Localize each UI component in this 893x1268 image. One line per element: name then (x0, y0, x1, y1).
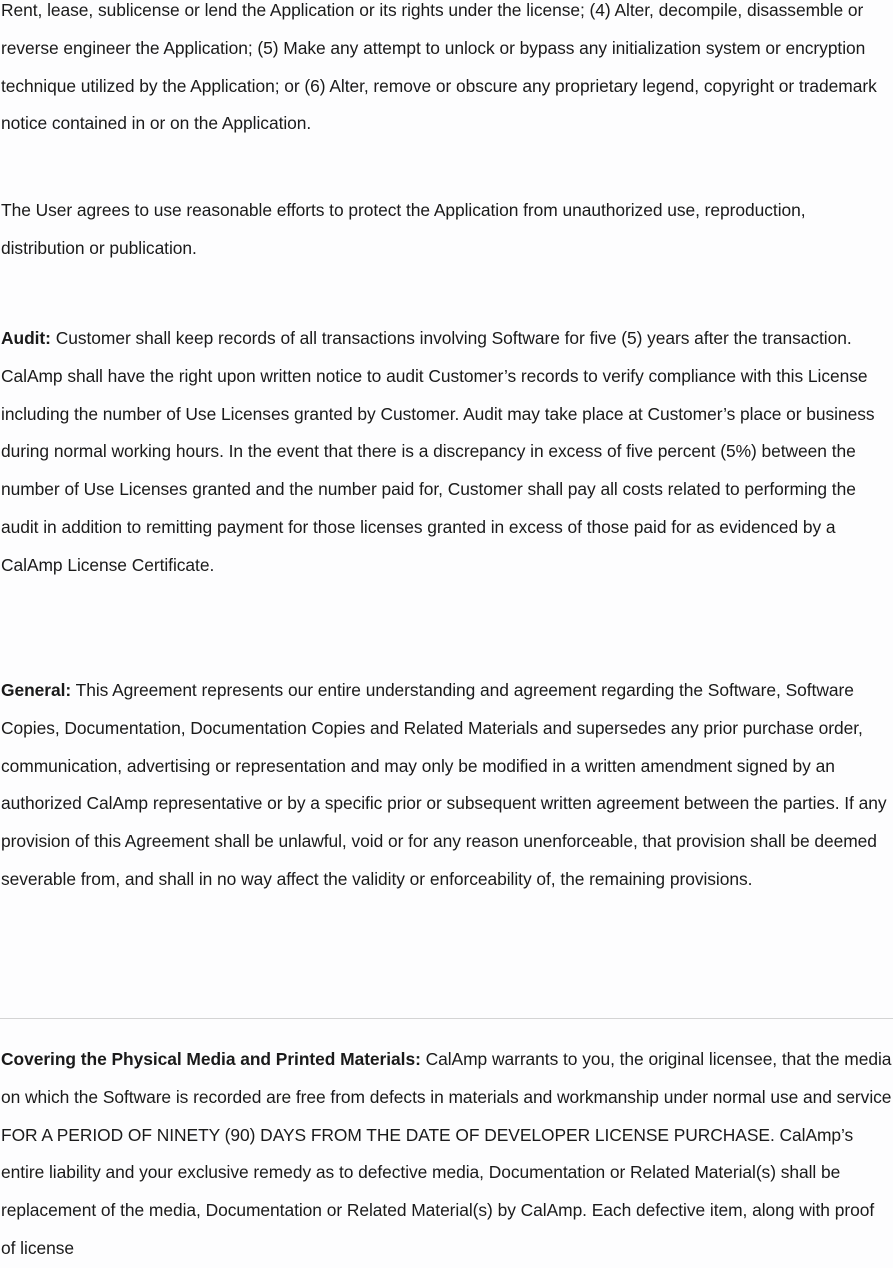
paragraph-text: Customer shall keep records of all transactions involving Software for five (5) years after the transaction. CalAmp shall have the right upon written notice to audit Customer’s records to verify compliance with this License including the number of Use Licenses granted by Customer. Audit may take place at Customer’s place or business during normal working hours. In the event that there is a discrepancy in excess of five percent (5%) between the number of Use Licenses granted and the number paid for, Customer shall pay all costs related to performing the audit in addition to remitting payment for those licenses granted in excess of those paid for as evidenced by a CalAmp License Certificate. (1, 328, 875, 575)
paragraph-heading: Covering the Physical Media and Printed Materials: (1, 1049, 421, 1069)
paragraph-protection (1, 192, 893, 268)
paragraph-audit (1, 320, 893, 585)
paragraph-heading: Audit: (1, 328, 51, 348)
section-divider (0, 1018, 893, 1019)
paragraph-warranty-media (1, 1041, 893, 1268)
paragraph-heading: General: (1, 680, 72, 700)
paragraph-general (1, 672, 893, 899)
paragraph-text: Rent, lease, sublicense or lend the Application or its rights under the license; (4) Alter, decompile, disassemble or reverse engineer the Application; (5) Make any attempt to unlock or bypass any initialization system or encryption technique utilized by the Application; or (6) Alter, remove or obscure any proprietary legend, copyright or trademark notice contained in or on the Application. (1, 0, 877, 134)
paragraph-text: The User agrees to use reasonable efforts to protect the Application from unauthorized use, reproduction, distribution or publication. (1, 200, 806, 258)
paragraph-text: CalAmp warrants to you, the original licensee, that the media on which the Software is recorded are free from defects in materials and workmanship under normal use and service FOR A PERIOD OF NINETY (90) DAYS FROM THE DATE OF DEVELOPER LICENSE PURCHASE. CalAmp’s entire liability and your exclusive remedy as to defective media, Documentation or Related Material(s) shall be replacement of the media, Documentation or Related Material(s) by CalAmp. Each defective item, along with proof of license (1, 1049, 892, 1258)
paragraph-restrictions (1, 0, 893, 143)
paragraph-text: This Agreement represents our entire understanding and agreement regarding the Software, Software Copies, Documentation, Documentation Copies and Related Materials and supersedes any prior purchase order, communication, advertising or representation and may only be modified in a written amendment signed by an authorized CalAmp representative or by a specific prior or subsequent written agreement between the parties. If any provision of this Agreement shall be unlawful, void or for any reason unenforceable, that provision shall be deemed severable from, and shall in no way affect the validity or enforceability of, the remaining provisions. (1, 680, 887, 889)
